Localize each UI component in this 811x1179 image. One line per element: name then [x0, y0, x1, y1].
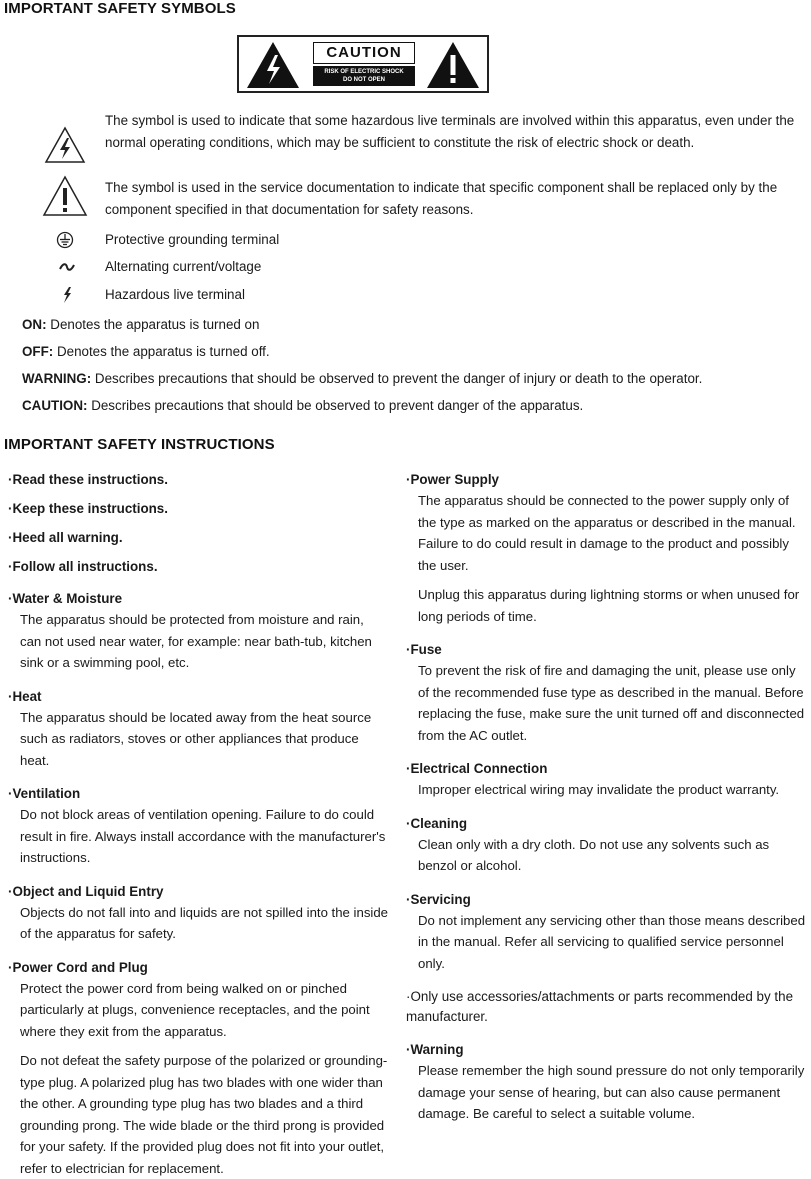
instruction-text: The apparatus should be protected from moisture and rain, can not used near water, for example: near bath-tub, kitchen sink or a swimming pool, etc.: [20, 612, 372, 670]
instruction-item: [8, 470, 388, 490]
caution-line-1: RISK OF ELECTRIC SHOCK: [324, 69, 404, 75]
definition-on: ON: Denotes the apparatus is turned on: [22, 317, 260, 332]
tilde-ac-icon: [58, 261, 76, 273]
caution-label: [237, 35, 489, 93]
instruction-title: ·Follow all instructions.: [8, 559, 158, 574]
definition-off: OFF: Denotes the apparatus is turned off.: [22, 344, 270, 359]
instruction-title: ·Power Supply: [406, 472, 500, 487]
instruction-text: Do not defeat the safety purpose of the polarized or grounding-type plug. A polarized plug has two blades with one wider than the other. A grounding type plug has two blades and a third grounding prong. The wide blade or the third prong is provided for your safety. If the provided plug does not fit into your outlet, refer to electrician for replacement.: [20, 1053, 388, 1176]
instruction-text: To prevent the risk of fire and damaging the unit, please use only of the recommended fuse type as described in the manual. Before replacing the fuse, make sure the unit turned off and disconnected from the AC outlet.: [418, 663, 805, 743]
instruction-title: ·Fuse: [406, 642, 442, 657]
instructions-left-column: [8, 470, 388, 1179]
instruction-item: [8, 528, 388, 548]
instruction-title: ·Ventilation: [8, 786, 81, 801]
exclamation-triangle-icon: [42, 175, 88, 217]
symbol-text: The symbol is used to indicate that some hazardous live terminals are involved within this apparatus, even under the normal operating conditions, which may be sufficient to constitute the risk of electric shock or death.: [105, 113, 795, 150]
instruction-item: [8, 557, 388, 577]
symbols-heading: IMPORTANT SAFETY SYMBOLS: [4, 0, 236, 17]
instruction-title: ·Electrical Connection: [406, 761, 548, 776]
instruction-item: [8, 958, 388, 1179]
instruction-text: The apparatus should be located away from the heat source such as radiators, stoves or other appliances that produce heat.: [20, 709, 372, 768]
instruction-title: ·Power Cord and Plug: [8, 959, 148, 975]
instruction-title: ·Heed all warning.: [8, 530, 123, 545]
instruction-text: Protect the power cord from being walked on or pinched particularly at plugs, convenience receptacles, and the point where they exit from the apparatus.: [20, 980, 370, 1039]
instruction-title: ·Water & Moisture: [8, 591, 123, 606]
symbol-text: The symbol is used in the service documentation to indicate that specific component shall be replaced only by the component specified in that documentation for safety reasons.: [105, 180, 778, 217]
instruction-text: Do not block areas of ventilation opening. Failure to do could result in fire. Always install accordance with the manufacturer's instructions.: [20, 807, 386, 865]
instructions-heading: IMPORTANT SAFETY INSTRUCTIONS: [4, 436, 275, 453]
caution-title: CAUTION: [313, 42, 415, 64]
symbol-text: Alternating current/voltage: [105, 259, 262, 274]
symbol-text: Protective grounding terminal: [105, 232, 280, 247]
instruction-title: ·Warning: [406, 1042, 464, 1057]
instruction-text: Improper electrical wiring may invalidate the product warranty.: [418, 782, 780, 797]
instruction-item: [8, 589, 388, 674]
instruction-title: ·Cleaning: [406, 815, 468, 831]
instruction-text: Do not implement any servicing other than those means described in the manual. Refer all servicing to qualified service personnel only.: [418, 912, 806, 971]
definition-caution: CAUTION: Describes precautions that should be observed to prevent danger of the apparatus.: [22, 398, 584, 413]
lightning-triangle-icon: [44, 126, 86, 164]
instruction-item: [406, 987, 806, 1027]
symbol-text: Hazardous live terminal: [105, 287, 245, 302]
instruction-item: [406, 890, 806, 975]
instruction-text: The apparatus should be connected to the power supply only of the type as marked on the apparatus or described in the manual. Failure to do could result in damage to the product and possibly the user.: [418, 493, 796, 573]
caution-line-2: DO NOT OPEN: [342, 77, 385, 83]
instruction-item: [406, 1040, 806, 1125]
definition-warning: WARNING: Describes precautions that should be observed to prevent the danger of injury or death to the operator.: [22, 371, 703, 386]
instruction-text: Please remember the high sound pressure do not only temporarily damage your sense of hearing, but can also cause permanent damage. Be careful to select a suitable volume.: [418, 1063, 805, 1121]
instruction-title: ·Heat: [8, 688, 42, 704]
instruction-title: ·Only use accessories/attachments or parts recommended by the manufacturer.: [406, 989, 794, 1024]
instruction-text: Objects do not fall into and liquids are not spilled into the inside of the apparatus for safety.: [20, 904, 389, 941]
instruction-item: [406, 759, 806, 801]
lightning-triangle-icon: [245, 40, 301, 90]
instruction-item: [8, 882, 388, 945]
instruction-title: ·Object and Liquid Entry: [8, 883, 164, 899]
instruction-item: [8, 784, 388, 869]
lightning-bolt-icon: [61, 286, 73, 304]
instruction-text: Unplug this apparatus during lightning storms or when unused for long periods of time.: [418, 587, 800, 624]
instruction-item: [406, 470, 806, 627]
instruction-item: [8, 687, 388, 772]
instructions-right-column: [406, 470, 806, 1125]
instruction-title: ·Keep these instructions.: [8, 501, 168, 516]
instruction-item: [406, 814, 806, 877]
instruction-item: [8, 499, 388, 519]
instruction-title: ·Read these instructions.: [8, 472, 168, 487]
instruction-item: [406, 640, 806, 746]
instruction-title: ·Servicing: [406, 891, 471, 907]
ground-terminal-icon: [56, 231, 74, 249]
instruction-text: Clean only with a dry cloth. Do not use any solvents such as benzol or alcohol.: [418, 836, 770, 873]
exclamation-triangle-icon: [425, 40, 481, 90]
